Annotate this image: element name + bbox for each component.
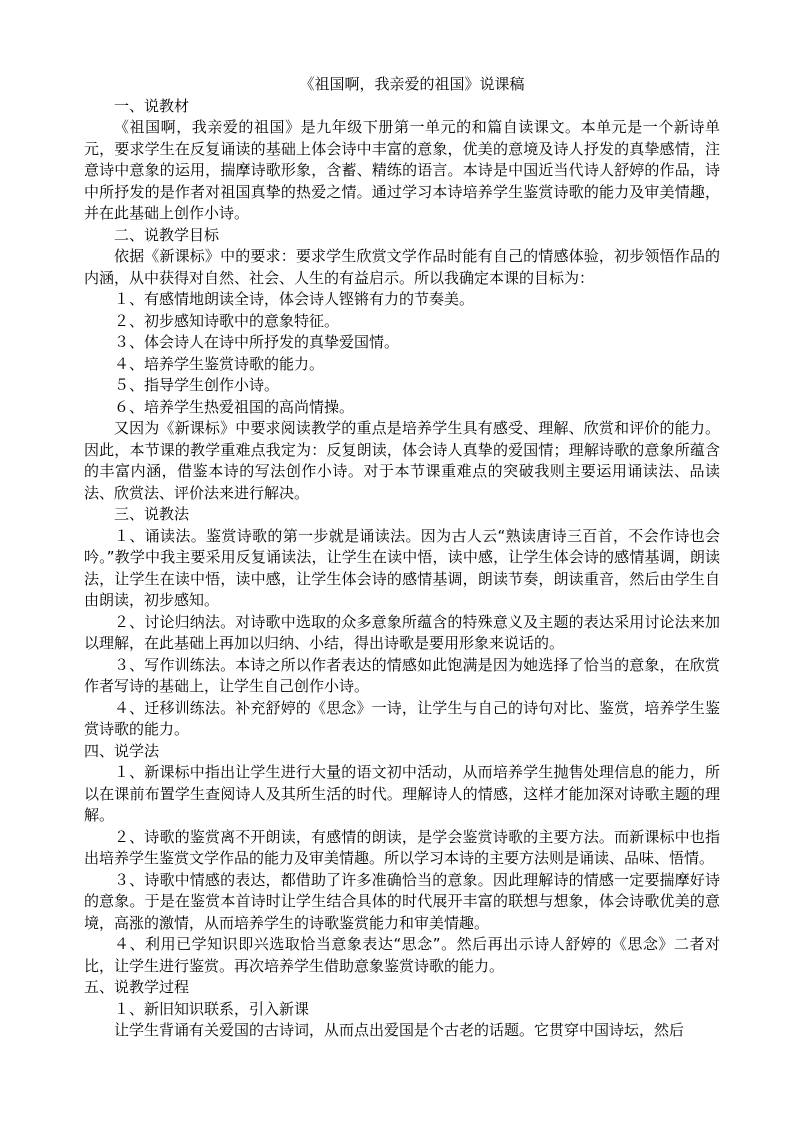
paragraph: ５、指导学生创作小诗。 (114, 376, 280, 394)
paragraph: １、新旧知识联系，引入新课 (114, 999, 310, 1018)
paragraph: ２、诗歌的鉴赏离不开朗读，有感情的朗读，是学会鉴赏诗歌的主要方法。而新课标中也指出培养学生鉴赏文学作品的能力及审美情趣。所以学习本诗的主要方法则是诵读、品味、悟情。 (84, 827, 720, 867)
paragraph: 《祖国啊，我亲爱的祖国》是九年级下册第一单元的和篇自读课文。本单元是一个新诗单元，要求学生在反复诵读的基础上体会诗中丰富的意象，优美的意境及诗人抒发的真挚感情，注意诗中意象的运用，揣摩诗歌形象，含蓄、精练的语言。本诗是中国近当代诗人舒婷的作品，诗中所抒发的是作者对祖国真挚的热爱之情。通过学习本诗培养学生鉴赏诗歌的能力及审美情趣，并在此基础上创作小诗。 (84, 118, 720, 222)
paragraph: ３、诗歌中情感的表达，都借助了许多准确恰当的意象。因此理解诗的情感一定要揣摩好诗的意象。于是在鉴赏本首诗时让学生结合具体的时代展开丰富的联想与想象，体会诗歌优美的意境，高涨的激情，从而培养学生的诗歌鉴赏能力和审美情趣。 (84, 870, 720, 932)
section-heading: 一、说教材 (114, 96, 190, 115)
section-heading: 四、说学法 (84, 741, 160, 760)
paragraph: ２、讨论归纳法。对诗歌中选取的众多意象所蕴含的特殊意义及主题的表达采用讨论法来加以理解，在此基础上再加以归纳、小结，得出诗歌是要用形象来说话的。 (84, 612, 720, 652)
paragraph: 依据《新课标》中的要求：要求学生欣赏文学作品时能有自己的情感体验，初步领悟作品的内涵，从中获得对自然、社会、人生的有益启示。所以我确定本课的目标为： (84, 247, 720, 287)
paragraph: ６、培养学生热爱祖国的高尚情操。 (114, 397, 355, 416)
paragraph: ４、迁移训练法。补充舒婷的《思念》一诗，让学生与自己的诗句对比、鉴赏，培养学生鉴赏诗歌的能力。 (84, 698, 720, 738)
paragraph: ４、培养学生鉴赏诗歌的能力。 (114, 354, 325, 373)
paragraph: ２、初步感知诗歌中的意象特征。 (114, 311, 340, 330)
paragraph: ３、写作训练法。本诗之所以作者表达的情感如此饱满是因为她选择了恰当的意象，在欣赏作者写诗的基础上，让学生自己创作小诗。 (84, 655, 720, 695)
paragraph: 又因为《新课标》中要求阅读教学的重点是培养学生具有感受、理解、欣赏和评价的能力。因此，本节课的教学重难点我定为：反复朗读，体会诗人真挚的爱国情；理解诗歌的意象所蕴含的丰富内涵，借鉴本诗的写法创作小诗。对于本节课重难点的突破我则主要运用诵读法、品读法、欣赏法、评价法来进行解决。 (84, 419, 720, 502)
paragraph: 让学生背诵有关爱国的古诗词，从而点出爱国是个古老的话题。它贯穿中国诗坛，然后 (114, 1021, 685, 1039)
document-body (84, 74, 720, 1042)
paragraph-list (84, 96, 720, 1042)
paragraph: ４、利用已学知识即兴选取恰当意象表达“思念”。然后再出示诗人舒婷的《思念》二者对比，让学生进行鉴赏。再次培养学生借助意象鉴赏诗歌的能力。 (84, 935, 720, 975)
paragraph: １、诵读法。鉴赏诗歌的第一步就是诵读法。因为古人云“熟读唐诗三百首，不会作诗也会吟。”教学中我主要采用反复诵读法，让学生在读中悟，读中感，让学生体会诗的感情基调，朗读法，让学生在读中悟，读中感，让学生体会诗的感情基调，朗读节奏，朗读重音，然后由学生自由朗读，初步感知。 (84, 526, 720, 609)
paragraph: ３、体会诗人在诗中所抒发的真挚爱国情。 (114, 333, 400, 351)
paragraph: １、有感情地朗读全诗，体会诗人铿锵有力的节奏美。 (114, 290, 475, 308)
paragraph: １、新课标中指出让学生进行大量的语文初中活动，从而培养学生抛售处理信息的能力，所以在课前布置学生查阅诗人及其所生活的时代。理解诗人的情感，这样才能加深对诗歌主题的理解。 (84, 763, 720, 824)
section-heading: 二、说教学目标 (114, 225, 220, 244)
document-title: 《祖国啊，我亲爱的祖国》说课稿 (299, 75, 525, 93)
section-heading: 三、说教法 (114, 505, 190, 523)
section-heading: 五、说教学过程 (84, 978, 190, 996)
